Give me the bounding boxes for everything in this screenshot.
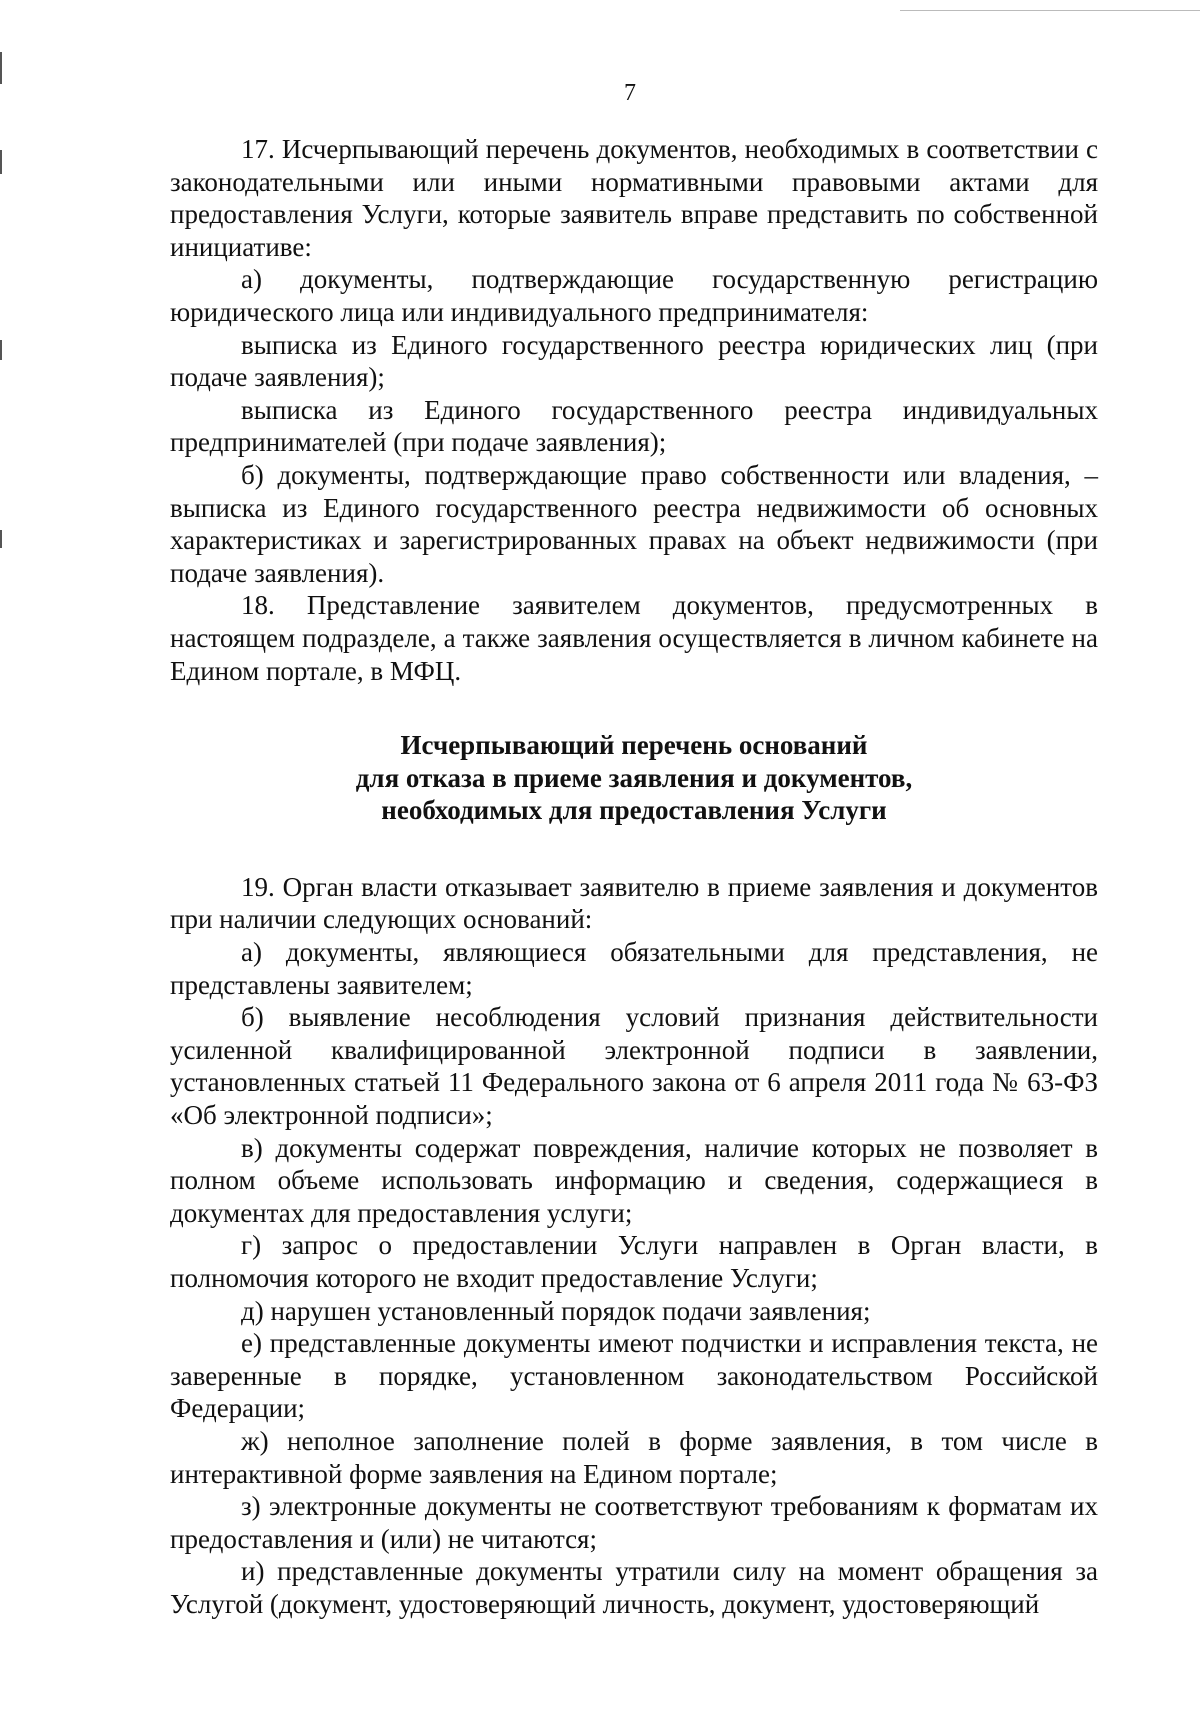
scan-edge-mark — [0, 150, 2, 174]
paragraph-17-intro: 17. Исчерпывающий перечень документов, необходимых в соответствии с законодательными или иными нормативными правовыми актами для предоставления Услуги, которые заявитель вправе представить по собственной инициативе: — [170, 134, 1098, 262]
paragraph-17-a-egrip: выписка из Единого государственного реестра индивидуальных предпринимателей (при подаче заявления); — [170, 394, 1098, 458]
document-body — [170, 133, 1098, 1621]
paragraph-19-intro: 19. Орган власти отказывает заявителю в приеме заявления и документов при наличии следующих оснований: — [170, 871, 1098, 935]
paragraph-17-a: а) документы, подтверждающие государственную регистрацию юридического лица или индивидуального предпринимателя: — [170, 264, 1098, 327]
paragraph-19-b: б) выявление несоблюдения условий признания действительности усиленной квалифицированной электронной подписи в заявлении, установленных статьей 11 Федерального закона от 6 апреля 2011 года № 63-ФЗ «Об электронной подписи»; — [170, 1002, 1098, 1131]
paragraph-19-zh: ж) неполное заполнение полей в форме заявления, в том числе в интерактивной форме заявления на Едином портале; — [170, 1425, 1098, 1489]
heading-line-3: необходимых для предоставления Услуги — [381, 795, 887, 826]
scan-edge-mark — [900, 10, 1200, 11]
heading-line-1: Исчерпывающий перечень оснований — [400, 730, 868, 761]
paragraph-17-a-egrul: выписка из Единого государственного реестра юридических лиц (при подаче заявления); — [170, 329, 1098, 393]
paragraph-19-z: з) электронные документы не соответствуют требованиям к форматам их предоставления и (или) не читаются; — [170, 1491, 1098, 1554]
page-number: 7 — [624, 80, 636, 106]
paragraph-19-v: в) документы содержат повреждения, наличие которых не позволяет в полном объеме использовать информацию и сведения, содержащиеся в документах для предоставления услуги; — [170, 1132, 1098, 1228]
paragraph-19-g: г) запрос о предоставлении Услуги направлен в Орган власти, в полномочия которого не входит предоставление Услуги; — [170, 1230, 1098, 1293]
paragraph-18: 18. Представление заявителем документов, предусмотренных в настоящем подразделе, а также заявления осуществляется в личном кабинете на Едином портале, в МФЦ. — [170, 590, 1098, 686]
heading-line-2: для отказа в приеме заявления и документов, — [355, 762, 913, 793]
paragraph-19-d: д) нарушен установленный порядок подачи заявления; — [241, 1295, 871, 1326]
scan-edge-mark — [0, 530, 2, 548]
paragraph-19-e: е) представленные документы имеют подчистки и исправления текста, не заверенные в порядке, установленном законодательством Российской Федерации; — [170, 1328, 1098, 1424]
paragraph-19-a: а) документы, являющиеся обязательными для представления, не представлены заявителем; — [170, 937, 1098, 1000]
section-heading — [170, 729, 1098, 827]
paragraph-19-i: и) представленные документы утратили силу на момент обращения за Услугой (документ, удостоверяющий личность, документ, удостоверяющий — [170, 1556, 1098, 1619]
paragraph-17-b: б) документы, подтверждающие право собственности или владения, – выписка из Единого государственного реестра недвижимости об основных характеристиках и зарегистрированных правах на объект недвижимости (при подаче заявления). — [170, 459, 1098, 588]
scan-edge-mark — [0, 340, 2, 360]
